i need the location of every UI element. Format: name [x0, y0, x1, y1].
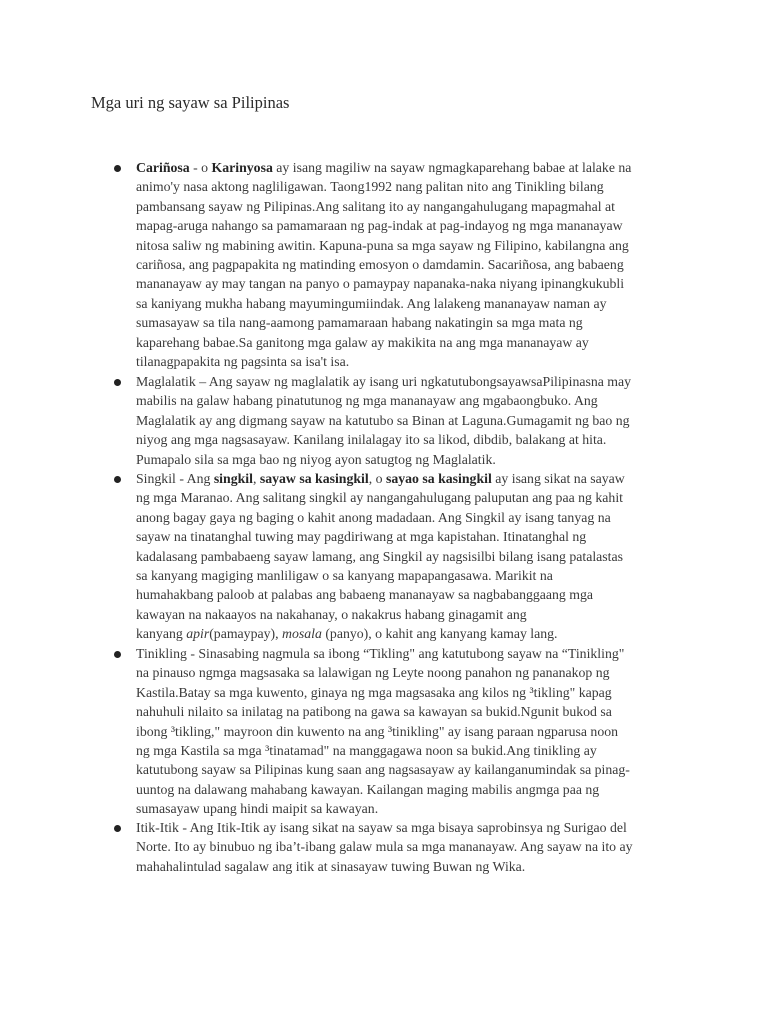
list-item-line: [136, 528, 766, 546]
list-item-line: [136, 838, 766, 856]
text-segment: mapag-aruga nahango sa pamamaraan ng pag-indak at pag-indayog ng mga mananayaw: [136, 218, 623, 234]
text-segment: Cariñosa: [136, 160, 190, 175]
list-item-line: [136, 489, 766, 507]
text-segment: katutubong sayaw sa Pilipinas kung saan ang nagsasayaw ay kailanganumindak sa pinag-: [136, 762, 630, 778]
list-item-line: [136, 470, 766, 488]
text-segment: nitosa saliw ng mabining awitin. Kapuna-puna sa mga sayaw ng Filipino, kabilangna ang: [136, 237, 629, 253]
text-segment: kawayan na nakaayos na nakahanay, o nakakrus habang ginagamit ang: [136, 606, 527, 622]
list-item-line: [136, 509, 766, 527]
text-segment: mananayaw ay may tangan na panyo o pamaypay napanaka-naka niyang ipinangkukubli: [136, 276, 625, 292]
list-item-line: [136, 664, 766, 682]
list-item-line: [136, 373, 766, 391]
list-item-line: [136, 412, 766, 430]
text-segment: Maglalatik – Ang sayaw ng maglalatik ay isang uri ngkatutubongsayawsaPilipinasna may: [136, 374, 632, 389]
text-segment: ay isang sikat na sayaw: [491, 471, 625, 486]
list-item-line: [136, 819, 766, 837]
text-segment: cariñosa, ang pagpapakita ng matinding emosyon o damdamin. Sacariñosa, ang babaeng: [136, 257, 624, 272]
list-bullet: [114, 476, 121, 483]
text-segment: kaparehang babae.Sa ganitong mga galaw ay makikita na ang mga mananayaw ay: [136, 334, 589, 350]
text-segment: ,: [252, 471, 260, 486]
text-segment: Maglalatik ay ang digmang sayaw na katutubo sa Binan at Laguna.Gumagamit ng bao ng: [136, 412, 630, 428]
list-item-line: [136, 781, 766, 799]
list-item-line: [136, 800, 766, 818]
text-segment: mosala: [282, 626, 322, 642]
text-segment: (panyo), o kahit ang kanyang kamay lang.: [321, 626, 558, 642]
text-segment: kanyang: [136, 626, 187, 642]
list-item-line: [136, 625, 766, 643]
text-segment: sumasayaw sa tila nang-aamong pamamaraan habang nakatingin sa mga mata ng: [136, 315, 583, 331]
text-segment: (pamaypay),: [209, 626, 282, 642]
list-bullet: [114, 825, 121, 832]
text-segment: ibong ³tikling," mayroon din kuwento na ang ³tinikling" ay isang paraan ngparusa noon: [136, 723, 619, 739]
text-segment: Itik-Itik - Ang Itik-Itik ay isang sikat na sayaw sa mga bisaya saprobinsya ng Surigao del: [136, 820, 627, 835]
list-item-line: [136, 451, 766, 469]
text-segment: singkil: [213, 471, 253, 486]
text-segment: Norte. Ito ay binubuo ng iba’t-ibang galaw mula sa mga mananayaw. Ang sayaw na ito ay: [136, 839, 633, 855]
text-segment: ay isang magiliw na sayaw ngmagkaparehang babae at lalake na: [272, 160, 632, 175]
page-title: Mga uri ng sayaw sa Pilipinas: [91, 93, 290, 112]
text-segment: animo'y nasa aktong nagliligawan. Taong1992 nang palitan nito ang Tinikling bilang: [136, 179, 604, 195]
text-segment: mabilis na galaw habang pinatutunog ng mga mananayaw ang mgabaongbuko. Ang: [136, 393, 598, 409]
text-segment: sayaw sa kasingkil: [259, 471, 369, 486]
list-item-line: [136, 761, 766, 779]
text-segment: mahahalintulad sagalaw ang itik at sinasayaw tuwing Buwan ng Wika.: [136, 858, 526, 874]
text-segment: sayaw na tinatanghal tuwing may pagdiriwang at mga kapistahan. Itinatanghal ng: [136, 529, 587, 545]
list-item-line: [136, 586, 766, 604]
list-item-line: [136, 548, 766, 566]
list-item-line: [136, 567, 766, 585]
text-segment: - o: [189, 160, 212, 175]
list-item-line: [136, 392, 766, 410]
text-segment: Pumapalo sila sa mga bao ng niyog ayon satugtog ng Maglalatik.: [136, 451, 496, 467]
list-item-line: [136, 742, 766, 760]
text-segment: sumasayaw upang hindi maipit sa kawayan.: [136, 801, 379, 817]
list-item-line: [136, 723, 766, 741]
text-segment: uuntog na dalawang mahabang kawayan. Kailangan maging mabilis angmga paa ng: [136, 781, 600, 797]
list-item-line: [136, 256, 766, 274]
text-segment: ng mga Kastila sa mga ³tinatamad" na manggagawa noon sa bukid.Ang tinikling ay: [136, 743, 597, 758]
list-item-line: [136, 159, 766, 177]
list-item-line: [136, 314, 766, 332]
text-segment: apir: [186, 626, 210, 642]
list-item-line: [136, 275, 766, 293]
list-item-line: [136, 703, 766, 721]
list-item-line: [136, 645, 766, 663]
list-item-line: [136, 353, 766, 371]
list-item-line: [136, 178, 766, 196]
list-item-line: [136, 217, 766, 235]
list-bullet: [114, 379, 121, 386]
text-segment: na pinauso ngmga magsasaka sa lalawigan ng Leyte noong panahon ng pananakop ng: [136, 665, 610, 681]
text-segment: ng mga Maranao. Ang salitang singkil ay nangangahulugang paluputan ang paa ng kahit: [136, 490, 623, 506]
text-segment: sayao sa kasingkil: [385, 471, 492, 486]
list-item-line: [136, 295, 766, 313]
list-item-line: [136, 198, 766, 216]
text-segment: tilanagpapakita ng pagsinta sa isa't isa.: [136, 354, 350, 369]
list-item-line: [136, 606, 766, 624]
text-segment: pambansang sayaw ng Pilipinas.Ang salitang ito ay nangangahulugang mapagmahal at: [136, 198, 615, 214]
text-segment: Tinikling - Sinasabing nagmula sa ibong “Tikling" ang katutubong sayaw na “Tinikling": [136, 646, 625, 661]
list-item-line: [136, 237, 766, 255]
text-segment: sa kanyang magiging manliligaw o sa kanyang mapapangasawa. Marikit na: [136, 568, 553, 583]
text-segment: humahakbang paloob at palabas ang babaeng mananayaw sa nagbabanggaang mga: [136, 587, 594, 603]
list-bullet: [114, 651, 121, 658]
list-item-line: [136, 684, 766, 702]
text-segment: Kastila.Batay sa mga kuwento, ginaya ng mga magsasaka ang kilos ng ³tikling" kapag: [136, 684, 612, 700]
list-item-line: [136, 431, 766, 449]
text-segment: Singkil - Ang: [136, 471, 214, 486]
text-segment: sa kaniyang mukha habang mayumingumiindak. Ang lalakeng mananayaw naman ay: [136, 295, 607, 311]
text-segment: anong bagay gaya ng baging o kahit anong madadaan. Ang Singkil ay isang tanyag na: [136, 509, 611, 525]
list-item-line: [136, 334, 766, 352]
text-segment: nahuhuli nilaito sa inilatag na patibong na gawa sa kawayan sa bukid.Ngunit bukod sa: [136, 704, 612, 720]
text-segment: kadalasang pambabaeng sayaw lamang, ang Singkil ay nagsisilbi bilang isang patalastas: [136, 548, 623, 564]
list-item-line: [136, 858, 766, 876]
text-segment: niyog ang mga nagsasayaw. Kanilang inilalagay ito sa likod, dibdib, balakang at hita.: [136, 432, 607, 448]
text-segment: , o: [368, 471, 386, 486]
text-segment: Karinyosa: [211, 160, 273, 175]
list-bullet: [114, 165, 121, 172]
